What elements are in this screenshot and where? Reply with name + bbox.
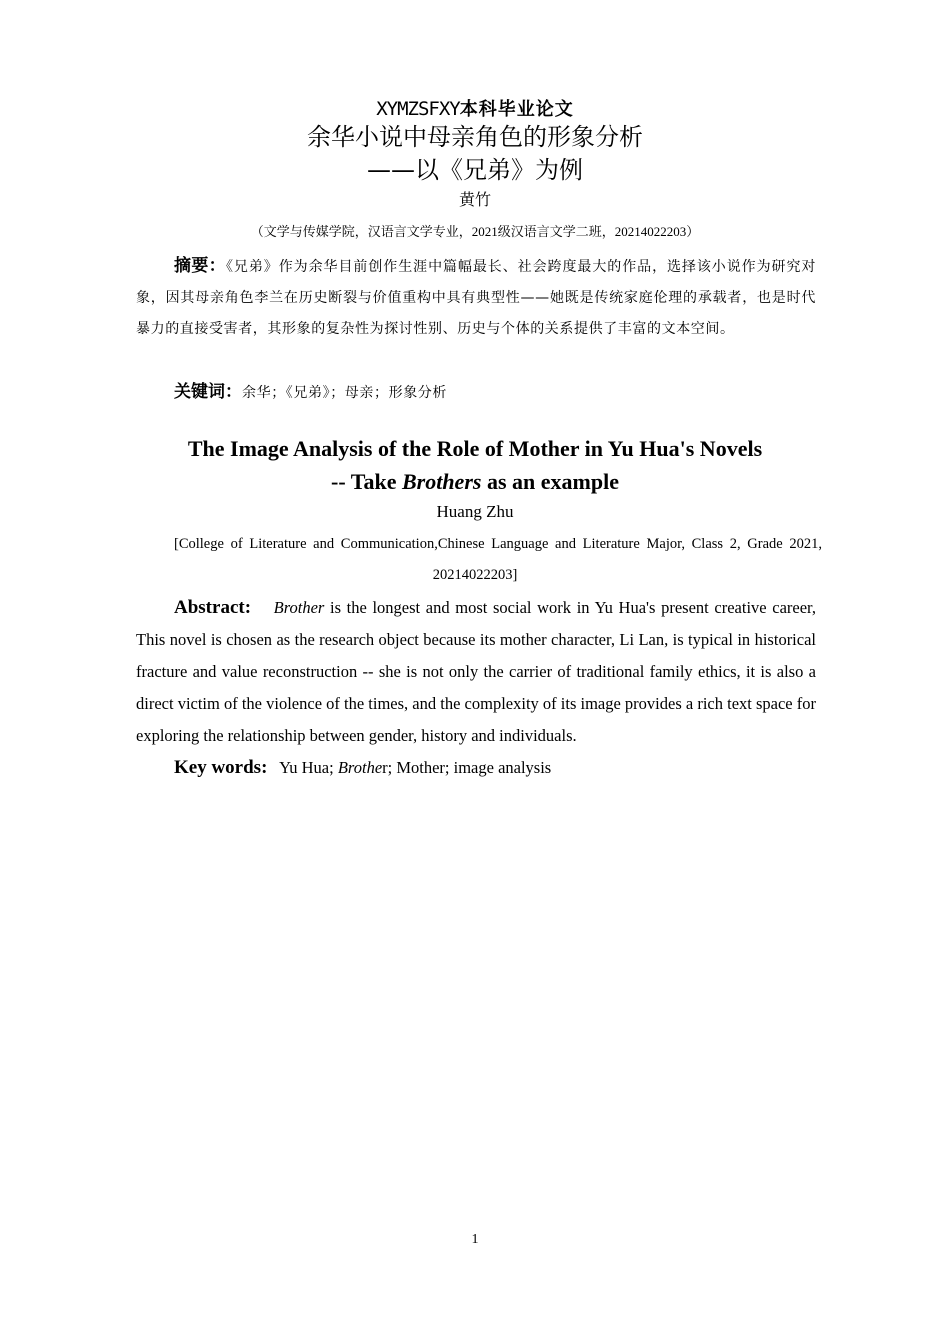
chinese-title-line2: ——以《兄弟》为例 <box>367 156 583 184</box>
chinese-abstract-label: 摘要： <box>174 256 226 276</box>
english-keywords-italic: Brothe <box>337 758 383 777</box>
english-abstract-text: is the longest and most social work in Yu Hua's present creative career, This novel is chosen as the research object because its mother character, Li Lan, is typical in historical fracture and value reconstruction -- she is not only the carrier of traditional family ethics, it is also a direct victim of the violence of the times, and the complexity of its image provides a rich text space for exploring the relationship between gender, history and individuals. <box>136 598 816 745</box>
english-title-prefix: -- Take <box>331 469 402 494</box>
page-number: 1 <box>471 1232 479 1247</box>
chinese-keywords-label: 关键词： <box>174 382 242 402</box>
chinese-abstract <box>136 251 816 345</box>
thesis-type-label: 本科毕业论文 <box>459 99 574 120</box>
english-keywords-part1: Yu Hua; <box>279 758 338 777</box>
english-author: Huang Zhu <box>436 502 514 521</box>
chinese-abstract-text: 《兄弟》作为余华目前创作生涯中篇幅最长、社会跨度最大的作品，选择该小说作为研究对象，因其母亲角色李兰在历史断裂与价值重构中具有典型性——她既是传统家庭伦理的承载者，也是时代暴力的直接受害者，其形象的复杂性为探讨性别、历史与个体的关系提供了丰富的文本空间。 <box>136 259 816 337</box>
english-abstract-italic: Brother <box>273 598 325 617</box>
english-keywords-part2: r; Mother; image analysis <box>382 758 552 777</box>
chinese-keywords-text: 余华；《兄弟》；母亲；形象分析 <box>242 385 447 401</box>
english-affiliation-line2: 20214022203] <box>432 567 518 583</box>
thesis-header <box>0 94 950 124</box>
english-abstract-label: Abstract: <box>174 597 252 618</box>
chinese-affiliation: （文学与传媒学院，汉语言文学专业，2021级汉语言文学二班，20214022203） <box>250 224 700 239</box>
chinese-title-line1: 余华小说中母亲角色的形象分析 <box>307 123 643 151</box>
chinese-keywords <box>136 377 816 409</box>
english-title-line2 <box>0 465 950 498</box>
school-code: XYMZSFXY <box>376 98 460 120</box>
chinese-author: 黄竹 <box>458 192 491 209</box>
english-affiliation-line1: [College of Literature and Communication,Chinese Language and Literature Major, Class 2, Grade 2021, <box>174 536 822 552</box>
english-abstract <box>136 592 816 752</box>
english-title-line1: The Image Analysis of the Role of Mother in Yu Hua's Novels <box>187 436 763 461</box>
english-keywords <box>136 752 816 784</box>
english-keywords-label: Key words: <box>174 757 268 778</box>
english-title-italic: Brothers <box>401 469 482 494</box>
english-title-suffix: as an example <box>481 469 619 494</box>
